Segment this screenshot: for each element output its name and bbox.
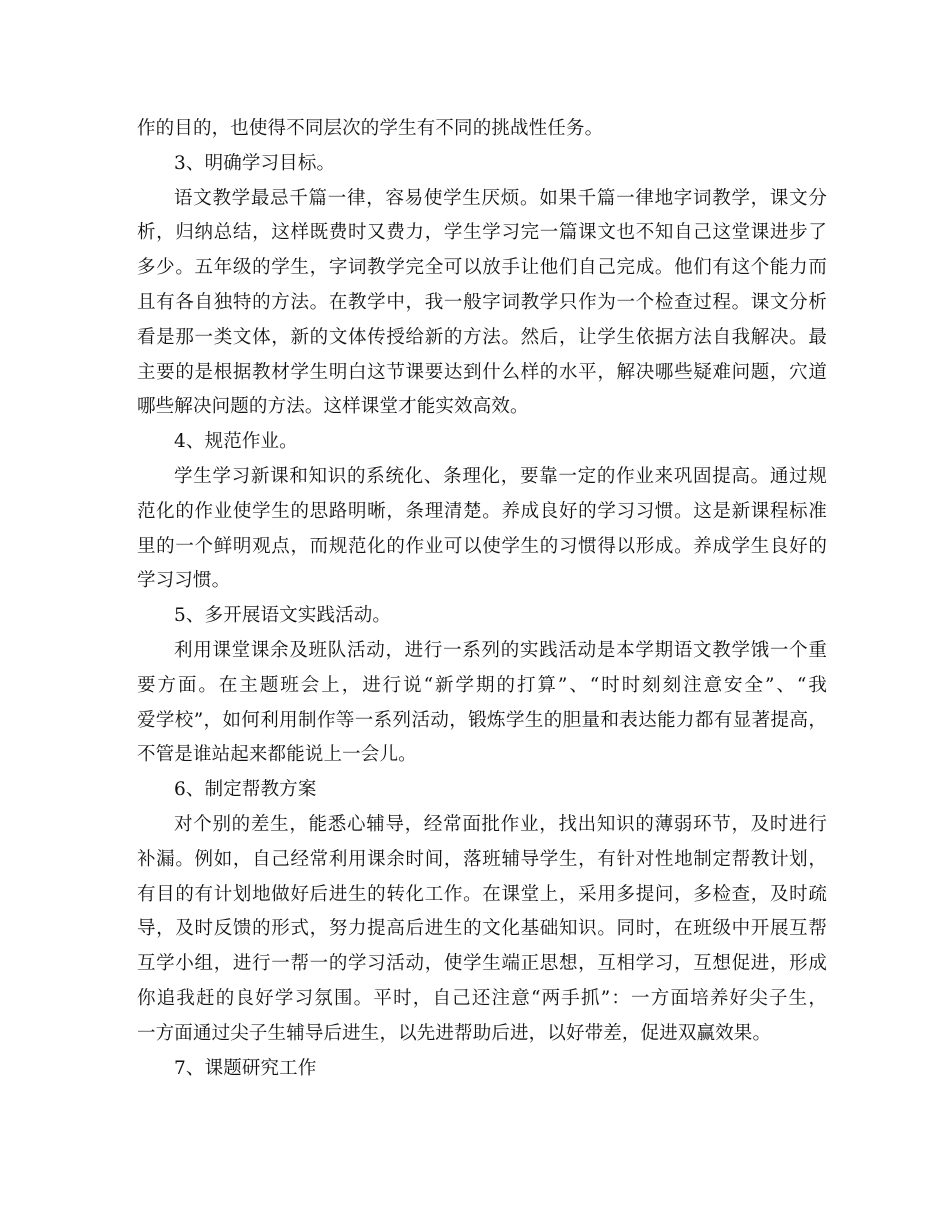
section-heading: 4、规范作业。: [174, 431, 298, 453]
paragraph-line: 范化的作业使学生的思路明晰，条理清楚。养成良好的学习习惯。这是新课程标准: [137, 500, 827, 522]
paragraph-line: 要方面。在主题班会上，进行说“新学期的打算”、“时时刻刻注意安全”、“我: [137, 674, 827, 696]
paragraph-line: 导，及时反馈的形式，努力提高后进生的文化基础知识。同时，在班级中开展互帮: [137, 918, 827, 940]
paragraph-line: 里的一个鲜明观点，而规范化的作业可以使学生的习惯得以形成。养成学生良好的: [137, 535, 827, 557]
paragraph-line: 看是那一类文体，新的文体传授给新的方法。然后，让学生依据方法自我解决。最: [137, 326, 827, 348]
paragraph-line: 有目的有计划地做好后进生的转化工作。在课堂上，采用多提问，多检查，及时疏: [137, 883, 827, 905]
paragraph-line: 主要的是根据教材学生明白这节课要达到什么样的水平，解决哪些疑难问题，穴道: [137, 361, 827, 383]
section-heading: 7、课题研究工作: [174, 1057, 317, 1079]
paragraph-line: 互学小组，进行一帮一的学习活动，使学生端正思想，互相学习，互想促进，形成: [137, 953, 827, 975]
paragraph-line: 对个别的差生，能悉心辅导，经常面批作业，找出知识的薄弱环节，及时进行: [174, 813, 827, 835]
paragraph-line: 不管是谁站起来都能说上一会儿。: [137, 744, 417, 766]
section-heading: 6、制定帮教方案: [174, 779, 317, 801]
document-body: [137, 112, 827, 1086]
paragraph-line: 且有各自独特的方法。在教学中，我一般字词教学只作为一个检查过程。课文分析: [137, 291, 827, 313]
paragraph-line: 析，归纳总结，这样既费时又费力，学生学习完一篇课文也不知自己这堂课进步了: [137, 222, 827, 244]
paragraph-line: 作的目的，也使得不同层次的学生有不同的挑战性任务。: [137, 118, 604, 139]
paragraph-line: 爱学校”，如何利用制作等一系列活动，锻炼学生的胆量和表达能力都有显著提高，: [137, 709, 827, 731]
section-heading: 5、多开展语文实践活动。: [174, 605, 392, 627]
paragraph-line: 补漏。例如，自己经常利用课余时间，落班辅导学生，有针对性地制定帮教计划，: [137, 848, 827, 870]
paragraph-line: 哪些解决问题的方法。这样课堂才能实效高效。: [137, 396, 529, 418]
section-heading: 3、明确学习目标。: [174, 152, 336, 174]
paragraph-line: 一方面通过尖子生辅导后进生，以先进帮助后进，以好带差，促进双赢效果。: [137, 1022, 772, 1044]
paragraph-line: 你追我赶的良好学习氛围。平时，自己还注意“两手抓”：一方面培养好尖子生，: [137, 987, 827, 1009]
paragraph-line: 多少。五年级的学生，字词教学完全可以放手让他们自己完成。他们有这个能力而: [137, 257, 827, 279]
paragraph-line: 语文教学最忌千篇一律，容易使学生厌烦。如果千篇一律地字词教学，课文分: [174, 187, 827, 209]
paragraph-line: 学生学习新课和知识的系统化、条理化，要靠一定的作业来巩固提高。通过规: [174, 465, 827, 487]
paragraph-line: 利用课堂课余及班队活动，进行一系列的实践活动是本学期语文教学饿一个重: [174, 639, 827, 661]
paragraph-line: 学习习惯。: [137, 570, 231, 592]
